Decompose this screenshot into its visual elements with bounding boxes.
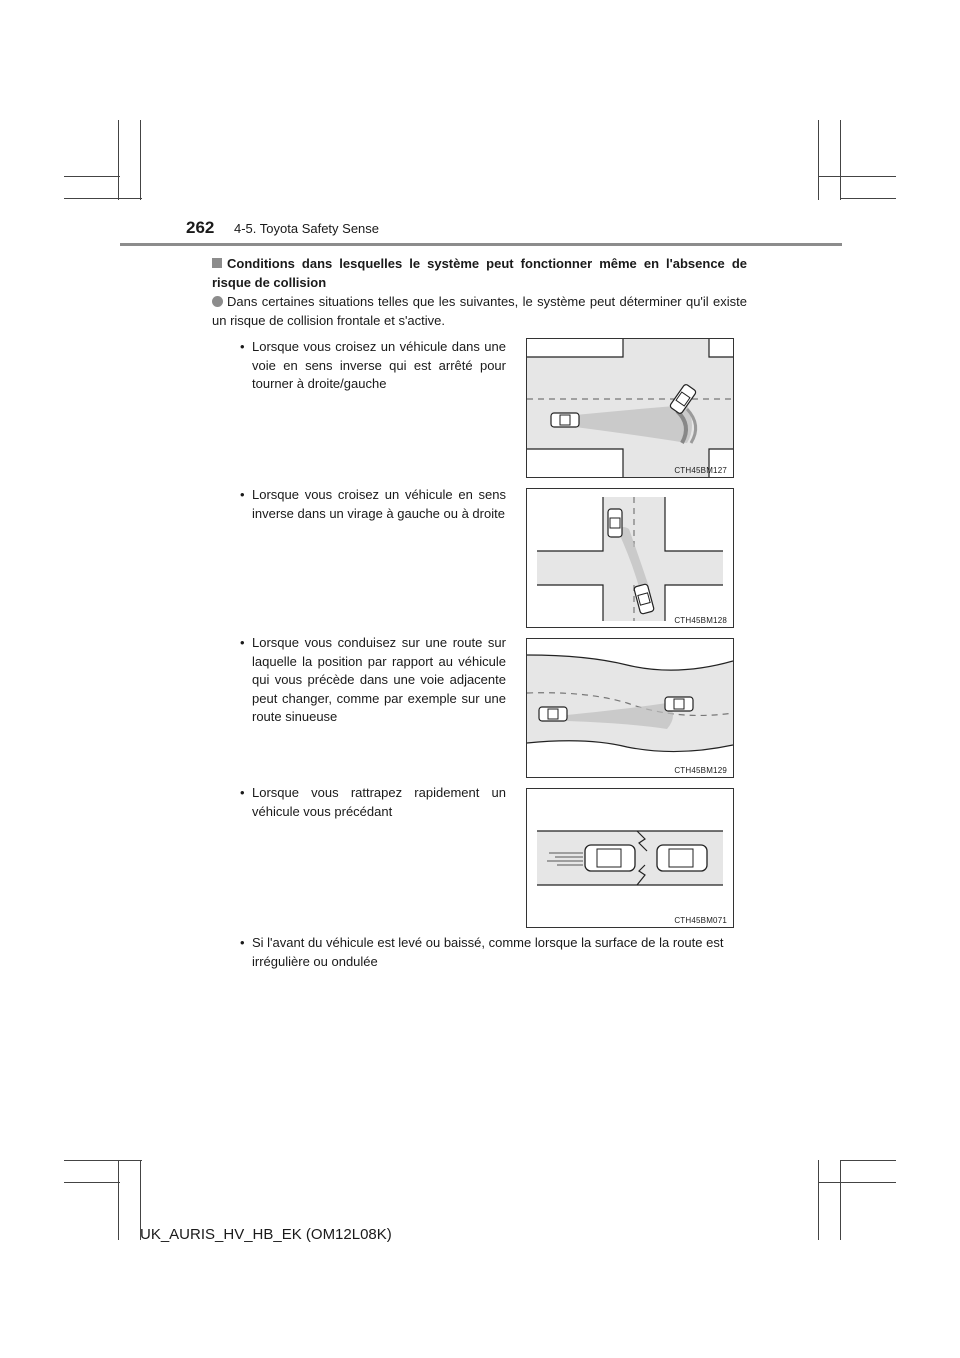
list-item <box>240 338 506 394</box>
bullet-symbol: • <box>240 785 245 800</box>
crop-mark <box>118 1160 119 1240</box>
list-item-text: Lorsque vous rattrapez rapidement un véhicule vous précédant <box>252 785 506 819</box>
intro-text: Dans certaines situations telles que les suivantes, le système peut déterminer qu'il existe un risque de collision frontale et s'active. <box>212 294 747 328</box>
cross-intersection-diagram <box>527 489 733 627</box>
figure-turning-oncoming-car <box>526 488 734 628</box>
circle-bullet-icon <box>212 296 223 307</box>
crop-mark <box>840 1160 841 1240</box>
crop-mark <box>140 120 141 200</box>
figure-rapid-approach <box>526 788 734 928</box>
bullet-symbol: • <box>240 935 245 950</box>
section-header: 4-5. Toyota Safety Sense <box>234 221 380 236</box>
page-footer: UK_AURIS_HV_HB_EK (OM12L08K) <box>140 1226 392 1243</box>
list-item <box>240 784 506 821</box>
crop-mark <box>840 120 841 200</box>
section-heading <box>212 254 747 292</box>
header-rule <box>120 243 842 246</box>
crop-mark <box>818 1182 896 1183</box>
crop-mark <box>840 1160 896 1161</box>
figure-label: CTH45BM129 <box>674 766 727 775</box>
rapid-approach-diagram <box>527 789 733 927</box>
bullet-symbol: • <box>240 339 245 354</box>
intro-paragraph <box>212 292 747 330</box>
list-item <box>240 934 747 971</box>
crop-mark <box>818 1160 819 1240</box>
list-item-text: Lorsque vous conduisez sur une route sur laquelle la position par rapport au véhicule qui vous précède dans une voie adjacente peut changer, comme par exemple sur une route sinueuse <box>252 635 506 724</box>
crop-mark <box>64 198 142 199</box>
figure-oncoming-stopped-car <box>526 338 734 478</box>
crop-mark <box>118 120 119 200</box>
list-item-text: Lorsque vous croisez un véhicule dans une voie en sens inverse qui est arrêté pour tourner à droite/gauche <box>252 339 506 391</box>
crop-mark <box>64 1160 142 1161</box>
bullet-symbol: • <box>240 487 245 502</box>
heading-text: Conditions dans lesquelles le système peut fonctionner même en l'absence de risque de collision <box>212 256 747 290</box>
list-item <box>240 634 506 727</box>
figure-label: CTH45BM128 <box>674 616 727 625</box>
figure-label: CTH45BM127 <box>674 466 727 475</box>
winding-road-diagram <box>527 639 733 777</box>
crop-mark <box>840 198 896 199</box>
bullet-symbol: • <box>240 635 245 650</box>
list-item-text: Lorsque vous croisez un véhicule en sens inverse dans un virage à gauche ou à droite <box>252 487 506 521</box>
intersection-diagram <box>527 339 733 477</box>
crop-mark <box>64 1182 120 1183</box>
crop-mark <box>64 176 120 177</box>
page-number: 262 <box>186 218 215 237</box>
figure-label: CTH45BM071 <box>674 916 727 925</box>
list-item <box>240 486 506 523</box>
square-bullet-icon <box>212 258 222 268</box>
crop-mark <box>818 120 819 200</box>
crop-mark <box>818 176 896 177</box>
list-item-text: Si l'avant du véhicule est levé ou baissé, comme lorsque la surface de la route est irrégulière ou ondulée <box>252 935 724 969</box>
figure-winding-road <box>526 638 734 778</box>
